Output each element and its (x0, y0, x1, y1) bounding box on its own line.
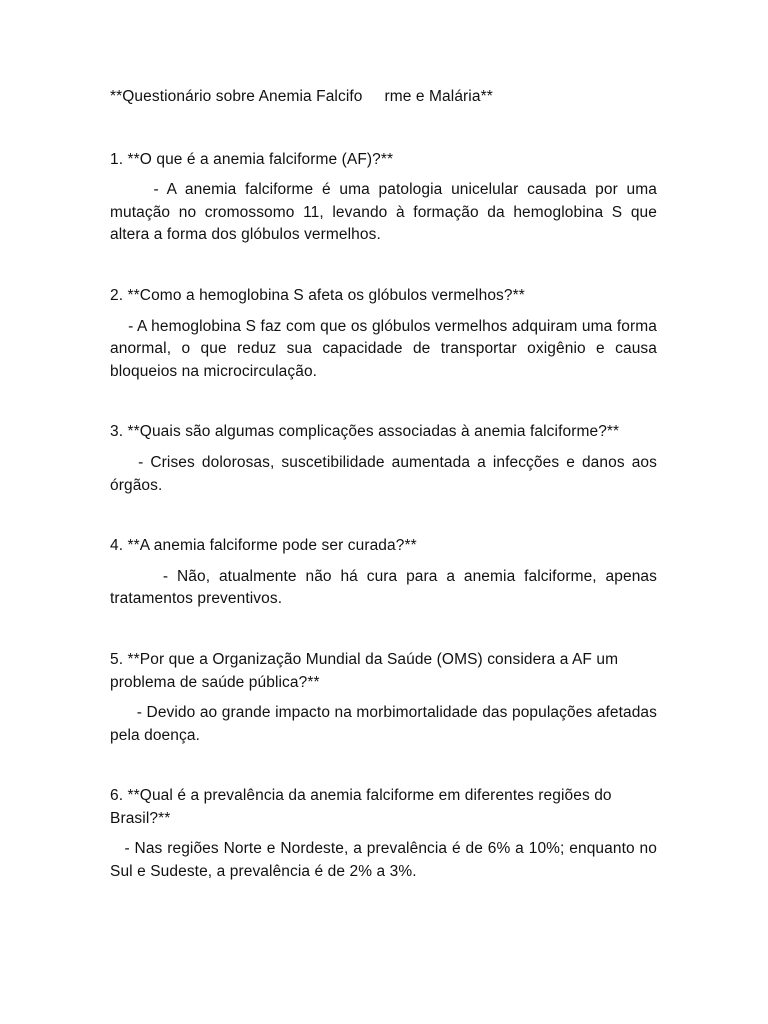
qa-item (110, 649, 662, 747)
qa-item (110, 421, 662, 497)
qa-item (110, 785, 662, 883)
question-text: 3. **Quais são algumas complicações associadas à anemia falciforme?** (110, 423, 620, 441)
document-title: **Questionário sobre Anemia Falcifo rme e Malária** (110, 88, 493, 105)
document-page (110, 86, 662, 922)
answer-text: - Devido ao grande impacto na morbimortalidade das populações afetadas pela doença. (110, 704, 662, 744)
qa-item (110, 535, 662, 611)
answer-text: - A hemoglobina S faz com que os glóbulos vermelhos adquiram uma forma anormal, o que reduz sua capacidade de transportar oxigênio e causa bloqueios na microcirculação. (110, 317, 662, 380)
question-text: 2. **Como a hemoglobina S afeta os glóbulos vermelhos?** (110, 286, 525, 304)
qa-item (110, 149, 662, 247)
answer-text: - Crises dolorosas, suscetibilidade aumentada a infecções e danos aos órgãos. (110, 453, 662, 494)
qa-item (110, 285, 662, 383)
question-text: 5. **Por que a Organização Mundial da Saúde (OMS) considera a AF um problema de saúde pública?** (110, 650, 619, 691)
answer-text: - A anemia falciforme é uma patologia unicelular causada por uma mutação no cromossomo 11, levando à formação da hemoglobina S que altera a forma dos glóbulos vermelhos. (110, 181, 662, 244)
answer-text: - Nas regiões Norte e Nordeste, a prevalência é de 6% a 10%; enquanto no Sul e Sudeste, a prevalência é de 2% a 3%. (110, 840, 662, 881)
question-text: 6. **Qual é a prevalência da anemia falciforme em diferentes regiões do Brasil?** (110, 787, 612, 827)
question-text: 1. **O que é a anemia falciforme (AF)?** (110, 150, 394, 168)
answer-text: - Não, atualmente não há cura para a anemia falciforme, apenas tratamentos preventivos. (110, 567, 662, 608)
question-text: 4. **A anemia falciforme pode ser curada?** (110, 537, 417, 555)
